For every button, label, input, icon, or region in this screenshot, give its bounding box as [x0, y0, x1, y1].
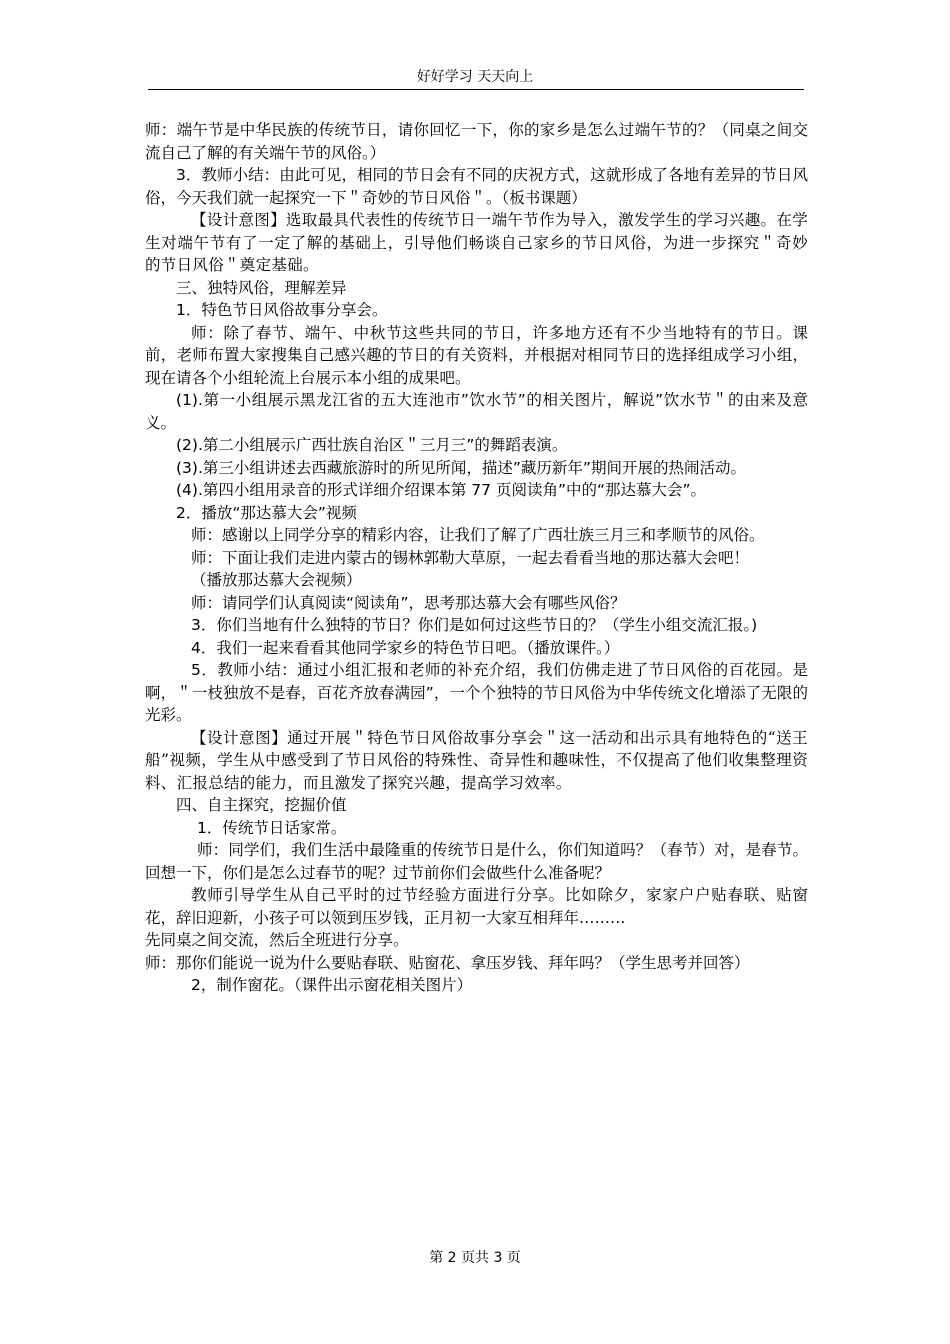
- paragraph: 3．教师小结：由此可见，相同的节日会有不同的庆祝方式，这就形成了各地有差异的节日风俗，今天我们就一起探究一下＂奇妙的节日风俗＂。（板书课题）: [145, 166, 808, 207]
- page-header: 好好学习 天天向上: [416, 69, 534, 85]
- paragraph: 师：下面让我们走进内蒙古的锡林郭勒大草原，一起去看看当地的那达慕大会吧！: [191, 548, 750, 567]
- paragraph: 先同桌之间交流，然后全班进行分享。: [145, 931, 409, 949]
- header-divider: [148, 89, 804, 90]
- paragraph: 1．特色节日风俗故事分享会。: [176, 301, 388, 319]
- paragraph: 5．教师小结：通过小组汇报和老师的补充介绍，我们仿佛走进了节日风俗的百花园。是啊，＂一枝独放不是春，百花齐放春满园”，一个个独特的节日风俗为中华传统文化增添了无限的光彩。: [145, 661, 808, 724]
- paragraph: 师：请同学们认真阅读“阅读角”，思考那达慕大会有哪些风俗？: [191, 593, 626, 612]
- paragraph: (3).第三小组讲述去西藏旅游时的所见所闻，描述”藏历新年”期间开展的热闹活动。: [176, 458, 746, 477]
- paragraph: （播放那达慕大会视频）: [191, 571, 362, 589]
- paragraph: (1).第一小组展示黑龙江省的五大连池市”饮水节”的相关图片，解说”饮水节＂的由来及意义。: [145, 391, 808, 432]
- paragraph: 师：感谢以上同学分享的精彩内容，让我们了解了广西壮族三月三和孝顺节的风俗。: [191, 526, 765, 544]
- paragraph: 教师引导学生从自己平时的过节经验方面进行分享。比如除夕，家家户户贴春联、贴窗花，辞旧迎新，小孩子可以领到压岁钱，正月初一大家互相拜年………: [145, 886, 808, 927]
- page-footer: 第 2 页共 3 页: [429, 1250, 521, 1266]
- paragraph: 师：除了春节、端午、中秋节这些共同的节日，许多地方还有不少当地特有的节日。课前，老师布置大家搜集自己感兴趣的节日的有关资料，并根据对相同节日的选择组成学习小组，现在请各个小组轮流上台展示本小组的成果吧。: [145, 323, 808, 387]
- document-body: [145, 119, 808, 997]
- paragraph: 4．我们一起来看看其他同学家乡的特色节日吧。（播放课件。）: [191, 638, 620, 657]
- design-intent-paragraph: 【设计意图】选取最具代表性的传统节日一端午节作为导入，激发学生的学习兴趣。在学生对端午节有了一定了解的基础上，引导他们畅谈自己家乡的节日风俗，为进一步探究＂奇妙的节日风俗＂奠定基础。: [145, 211, 808, 274]
- paragraph: 四、自主探究，挖掘价值: [176, 796, 347, 814]
- paragraph: 2，制作窗花。（课件出示窗花相关图片）: [191, 976, 473, 994]
- paragraph: 师：端午节是中华民族的传统节日，请你回忆一下，你的家乡是怎么过端午节的？（同桌之间交流自己了解的有关端午节的风俗。）: [145, 121, 808, 162]
- paragraph: 师：同学们，我们生活中最隆重的传统节日是什么，你们知道吗？（春节）对，是春节。回想一下，你们是怎么过春节的呢？过节前你们会做些什么准备呢？: [145, 841, 808, 882]
- paragraph: (2).第二小组展示广西壮族自治区＂三月三”的舞蹈表演。: [176, 436, 568, 454]
- paragraph: 2．播放“那达慕大会”视频: [176, 503, 357, 522]
- paragraph: 1．传统节日话家常。: [197, 818, 347, 837]
- paragraph: (4).第四小组用录音的形式详细介绍课本第 77 页阅读角”中的“那达慕大会”。: [176, 481, 707, 499]
- paragraph: 三、独特风俗，理解差异: [176, 278, 347, 297]
- paragraph: 师：那你们能说一说为什么要贴春联、贴窗花、拿压岁钱、拜年吗？（学生思考并回答）: [145, 953, 750, 972]
- design-intent-paragraph: 【设计意图】通过开展＂特色节日风俗故事分享会＂这一活动和出示具有地特色的“送王船”视频，学生从中感受到了节日风俗的特殊性、奇异性和趣味性，不仅提高了他们收集整理资料、汇报总结的能力，而且激发了探究兴趣，提高学习效率。: [145, 728, 808, 792]
- paragraph: 3．你们当地有什么独特的节日？你们是如何过这些节日的？（学生小组交流汇报。): [191, 616, 758, 634]
